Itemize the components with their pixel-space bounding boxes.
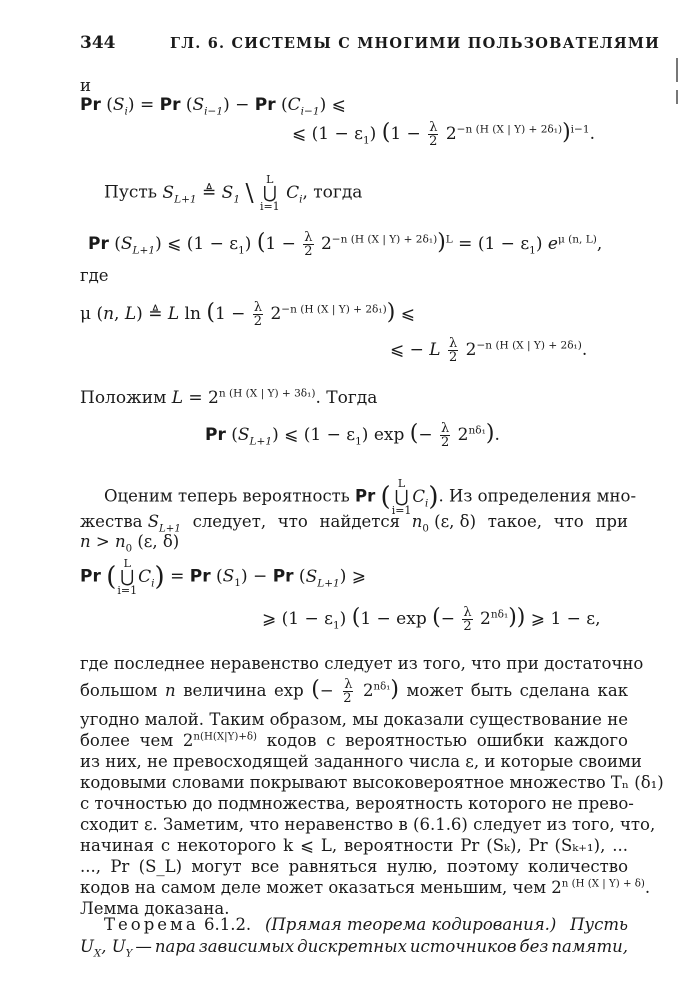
eq1-power: i−1	[570, 123, 590, 136]
theorem-number: 6.1.2.	[203, 915, 252, 934]
para-line: угодно малой. Таким образом, мы доказали существование не	[80, 710, 628, 729]
set-line: жества $S_{L+1}$ следует, что найдется $n_0$ (ε, δ) такое, что при	[80, 512, 628, 535]
para-line-exp: большом n величина exp (− $\frac{\lambda}{2}$ $2^{n\delta_1}$) может быть сделана как	[80, 677, 629, 706]
equation-5-line-1: Pr ( L ⋃ $i=1C_i) = Pr$ $(S_1) - Pr$ $(S_{L+1})$ ⩾	[80, 557, 367, 597]
para-line: сходит ε. Заметим, что неравенство в (6.1.6) следует из того, что,	[80, 815, 656, 834]
equation-4: Pr $(S_{L+1})$ ⩽ $(1 - \varepsilon_1)$ exp (− $\frac{\lambda}{2}$ $2^{n\delta_1}$).	[205, 421, 500, 450]
put-word: Положим	[80, 388, 167, 408]
para-line: Лемма доказана.	[80, 899, 230, 918]
estimate-text-1: Оценим теперь вероятность	[104, 486, 350, 506]
union-bottom: i=1	[259, 200, 280, 213]
page-number: 344	[80, 33, 116, 53]
equation-3-line-1: μ (n, L) ≜ L ln (1 − $\frac{\lambda}{2}$ $2^{-n (H (X | Y) + 2\delta_1)}$) ⩽	[80, 300, 415, 329]
para-line: с точностью до подмножества, вероятность которого не прево-	[80, 794, 634, 813]
equation-3-line-2: ⩽ − L $\frac{\lambda}{2}$ $2^{-n (H (X | Y) + 2\delta_1)}$.	[390, 336, 588, 365]
chapter-title: ГЛ. 6. СИСТЕМЫ С МНОГИМИ ПОЛЬЗОВАТЕЛЯМИ	[170, 35, 661, 52]
para-line: кодовыми словами покрывают высоковероятное множество Tₙ (δ₁)	[80, 773, 664, 792]
scan-edge-mark	[676, 58, 678, 82]
then-word: тогда	[313, 182, 363, 203]
equation-5-line-2: ⩾ $(1 - \varepsilon_1)$ (1 − exp (− $\frac{\lambda}{2}$ $2^{n\delta_1}$)) ⩾ 1 − ε,	[262, 605, 601, 634]
lambda-numerator: λ	[429, 120, 438, 135]
para-line-exp: кодов на самом деле может оказаться меньшим, чем $2^{n (H (X | Y) + \delta)}$.	[80, 878, 651, 897]
and-word: и	[80, 76, 91, 95]
equation-2: Pr $(S_{L+1})$ ⩽ $(1 - \varepsilon_1)$ (1 − $\frac{\lambda}{2}$ $2^{-n (H (X | Y) + 2\delta_1)})^L = (1 - \varepsilon_1)$ $e^{\mu (n, L)}$,	[88, 230, 603, 259]
theorem-line-1	[104, 915, 628, 934]
let-definition: Пусть $S_{L+1}$ ≜ $S_1$ \ L ⋃ i=1 $C_i$, тогда	[104, 173, 363, 213]
equation-1-line-2: ⩽ $(1 - \varepsilon_1)$ (1 − $\frac{\lambda}{2}$ $2^{-n (H (X | Y) + 2\delta_1)})^{i-1}$.	[292, 120, 595, 149]
eq1-exponent: −n (H (X | Y) + 2δ₁)	[456, 123, 563, 136]
proof-paragraph	[80, 653, 664, 919]
put-then: . Тогда	[315, 388, 378, 408]
para-line: ..., Pr (S_L) могут все равняться нулю, поэтому количество	[80, 857, 628, 876]
para-line-exp: более чем $2^{n(H(X|Y)+\delta)}$ кодов с вероятностью ошибки каждого	[80, 731, 628, 750]
union-symbol: ⋃	[262, 183, 277, 203]
equation-1-line-1: Pr $(S_i) = Pr$ $(S_{i-1}) - Pr$ $(C_{i-1})$ ⩽	[80, 95, 346, 118]
let-word: Пусть	[104, 182, 158, 203]
scan-edge-mark	[676, 90, 678, 104]
two-denominator: 2	[429, 134, 438, 149]
theorem-let: Пусть	[570, 915, 628, 934]
theorem-title: (Прямая теорема кодирования.)	[264, 915, 557, 934]
where-word: где	[80, 266, 109, 285]
estimate-pr: Pr	[355, 486, 376, 506]
estimate-text-2: . Из определения мно-	[438, 486, 637, 506]
union-top: L	[266, 173, 274, 186]
para-line: где последнее неравенство следует из того, что при достаточно	[80, 654, 644, 673]
theorem-line-2: $U_X$, $U_Y$ — пара зависимых дискретных источников без памяти,	[80, 937, 628, 960]
put-exponent: n (H (X | Y) + 3δ₁)	[218, 387, 316, 400]
n-condition: $n > n_0$ (ε, δ)	[80, 532, 180, 555]
para-line: начиная с некоторого k ⩽ L, вероятности Pr (Sₖ), Pr (Sₖ₊₁), ...	[80, 836, 628, 855]
estimate-line: Оценим теперь вероятность Pr ( L ⋃ $i=1C_i$). Из определения мно-	[104, 477, 637, 517]
put-definition: Положим $L = 2^{n (H (X | Y) + 3\delta_1)}$. Тогда	[80, 387, 378, 408]
theorem-head: Теорема	[104, 915, 199, 934]
eq4-exponent: nδ₁	[468, 424, 486, 437]
para-line: из них, не превосходящей заданного числа ε, и которые своими	[80, 752, 642, 771]
